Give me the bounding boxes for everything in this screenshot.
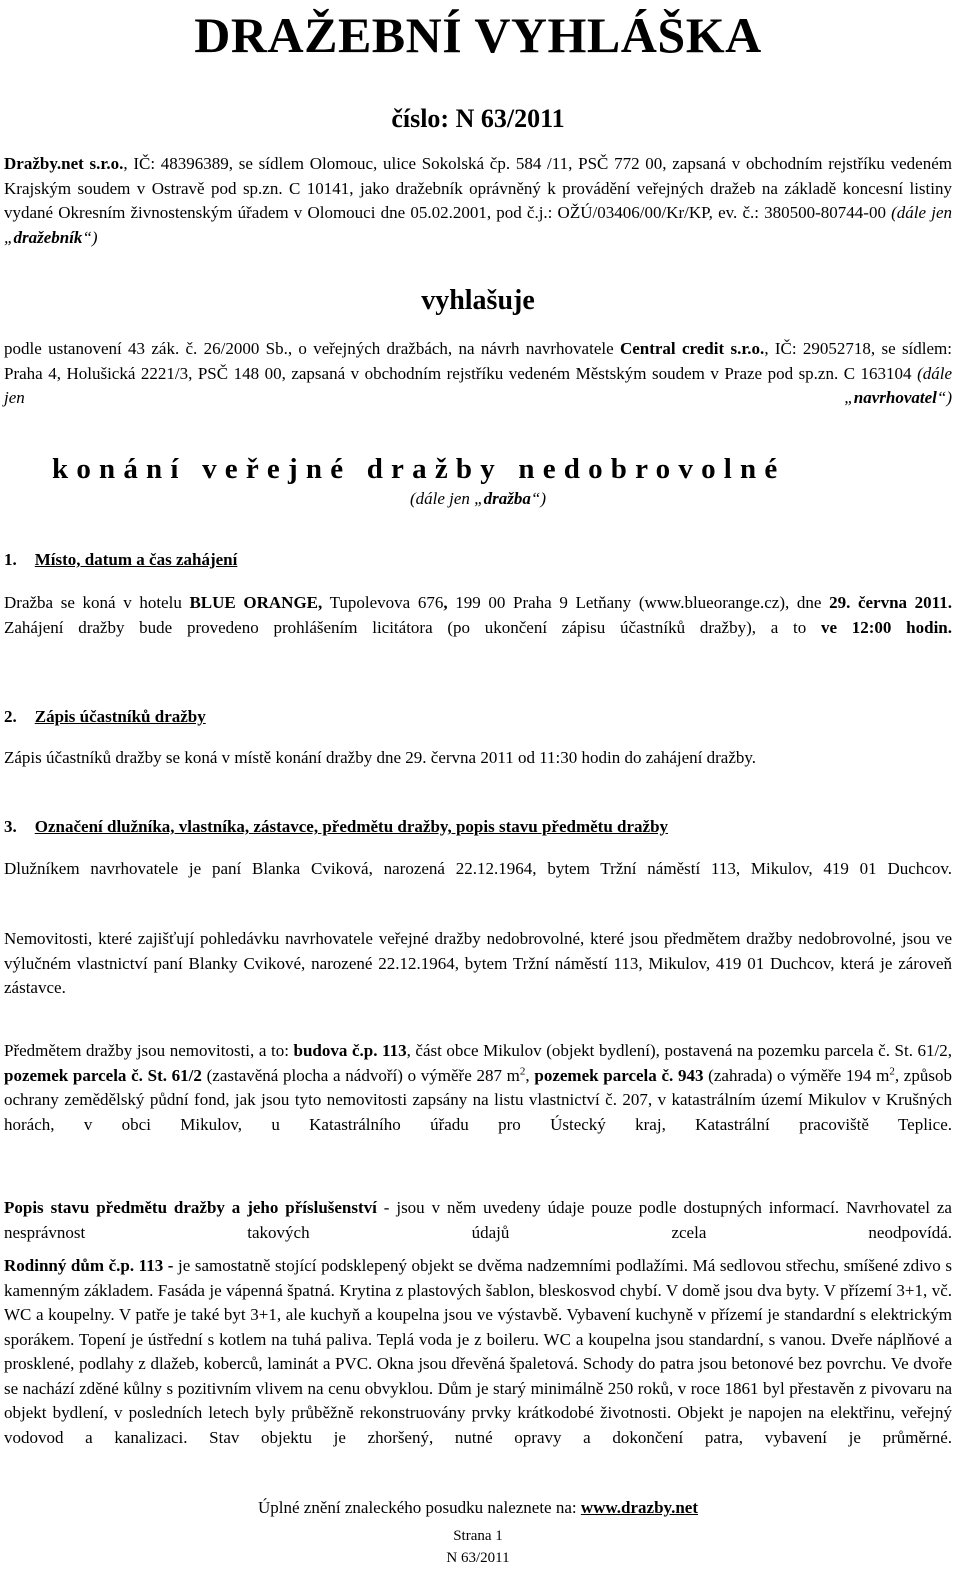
house-heading: Rodinný dům č.p. 113 - — [4, 1256, 174, 1275]
alias-close: “) — [82, 227, 98, 247]
condition-heading: Popis stavu předmětu dražby a jeho příslušenství — [4, 1198, 377, 1217]
section-3-heading — [4, 815, 668, 839]
text-run: , — [525, 1065, 535, 1085]
section-2-text: Zápis účastníků dražby se koná v místě konání dražby dne 29. června 2011 od 11:30 hodin do zahájení dražby. — [4, 748, 757, 767]
section-title: Místo, datum a čas zahájení — [34, 550, 238, 569]
footer-document-number: N 63/2011 — [446, 1550, 510, 1566]
section-title: Označení dlužníka, vlastníka, zástavce, předmětu dražby, popis stavu předmětu dražby — [34, 817, 669, 836]
superscript: 2 — [519, 1064, 526, 1077]
parcel-2-number: 943 — [677, 1065, 704, 1085]
auction-date: 29. června 2011. — [829, 593, 952, 612]
document-number: číslo: N 63/2011 — [391, 104, 565, 133]
text-run: 199 00 Praha 9 Letňany (www.blueorange.cz), dne — [447, 593, 830, 612]
auctioneer-name: Dražby.net s.r.o. — [4, 154, 124, 173]
owner-paragraph: Nemovitosti, které zajišťují pohledávku navrhovatele veřejné dražby nedobrovolné, které jsou předmětem dražby nedobrovolné, jsou ve výlučném vlastnictví paní Blanky Cvikové, narozené 22.12.1964, bytem Tržní náměstí 113, Mikulov, 419 01 Duchcov, která je zároveň zástavce. — [4, 929, 952, 997]
drazby-link[interactable]: www.drazby.net — [580, 1498, 698, 1517]
text-run: , způsob ochrany zemědělský půdní fond, jak jsou tyto nemovitosti zapsány na listu vlastnictví č. 207, v katastrálním území Mikulov v Krušných horách, v obci Mikulov, u Katastrálního úřadu pro Ústecký kraj, Katastrální pracoviště Teplice. — [4, 1065, 952, 1134]
subject-paragraph — [4, 1039, 952, 1162]
alias-open: (dále jen „ — [4, 363, 952, 407]
section-number: 1. — [4, 550, 17, 569]
announces-heading: vyhlašuje — [421, 285, 535, 316]
section-1-heading — [4, 548, 237, 572]
proposer-text-2: , IČ: 29052718, se sídlem: Praha 4, Holušická 2221/3, PSČ 148 00, zapsaná v obchodním rejstříku vedeném Městským soudem v Praze pod sp.zn. C 163104 — [4, 339, 952, 383]
text-run: Předmětem dražby jsou nemovitosti, a to: — [4, 1041, 294, 1060]
auction-time: ve 12:00 hodin. — [820, 617, 952, 637]
text-run: je samostatně stojící podsklepený objekt se dvěma nadzemními podlažími. Má sedlovou střechu, smíšené zdivo s kamenným základem. Fasáda je vápenná špatná. Krytina z plastových šablon, bleskosvod chybí. V domě jsou dva byty. V přízemí 3+1, vč. WC a koupelny. V patře je také byt 3+1, ale kuchyň a koupelna jsou ve výstavbě. Vybavení kuchyně v přízemí je standardní s elektrickým sporákem. Topení je ústřední s kotlem na tuhá paliva. Teplá voda je z boileru. WC a koupelna jsou standardní, s vanou. Dveře náplňové a prosklené, podlahy z dlažeb, koberců, laminát a PVC. Okna jsou dřevěná špaletová. Schody do patra jsou betonové bez povrchu. Ve dvoře se nachází zděné kůlny s pozitivním vlivem na cenu obvyklou. Dům je starý minimálně 250 roků, v roce 1861 byl přestavěn z pivovaru na objekt bydlení, v posledních letech byly průběžně rekonstruovány prvky krátkodobé životnosti. Objekt je napojen na elektřinu, veřejný vodovod a kanalizaci. Stav objektu je zhoršený, nutné opravy a dokončení patra, vybavení je průměrné. — [4, 1256, 952, 1447]
text-run: , část obce Mikulov (objekt bydlení), postavená na pozemku parcela č. St. 61/2, — [406, 1041, 952, 1060]
document-title: DRAŽEBNÍ VYHLÁŠKA — [194, 7, 762, 63]
house-description-paragraph — [4, 1254, 952, 1475]
alias-open: (dále jen „ — [4, 203, 953, 247]
parcel-1: pozemek parcela č. St. 61/2 — [4, 1065, 202, 1085]
section-number: 3. — [4, 817, 17, 836]
expert-report-line — [4, 1496, 952, 1520]
alias-close: “) — [530, 489, 546, 508]
debtor-paragraph: Dlužníkem navrhovatele je paní Blanka Cviková, narozená 22.12.1964, bytem Tržní náměstí 113, Mikulov, 419 01 Duchcov. — [4, 859, 952, 878]
superscript: 2 — [889, 1064, 895, 1077]
proposer-paragraph — [4, 337, 952, 435]
proposer-text-1: podle ustanovení 43 zák. č. 26/2000 Sb., o veřejných dražbách, na návrh navrhovatele — [4, 339, 620, 358]
section-1-text — [4, 591, 952, 665]
section-number: 2. — [4, 707, 17, 726]
proposer-name: Central credit s.r.o. — [619, 339, 765, 358]
text-run: , — [443, 593, 448, 612]
auction-type-heading: konání veřejné dražby nedobrovolné — [52, 453, 786, 485]
text-run: (zastavěná plocha a nádvoří) o výměře 287 m — [201, 1065, 520, 1085]
alias-open: (dále jen „ — [409, 489, 484, 508]
intro-paragraph — [4, 152, 952, 275]
text-run: - jsou v něm uvedeny údaje pouze podle dostupných informací. Navrhovatel za nesprávnost takových údajů zcela neodpovídá. — [4, 1198, 952, 1242]
auction-alias — [4, 487, 952, 511]
page-number: Strana 1 — [453, 1528, 503, 1544]
auctioneer-details: , IČ: 48396389, se sídlem Olomouc, ulice Sokolská čp. 584 /11, PSČ 772 00, zapsaná v obchodním rejstříku vedeném Krajským soudem v Ostravě pod sp.zn. C 10141, jako dražebník oprávněný k provádění veřejných dražeb na základě koncesní listiny vydané Okresním živnostenským úřadem v Olomouci dne 05.02.2001, pod č.j.: OŽÚ/03406/00/Kr/KP, ev. č.: 380500-80744-00 — [4, 154, 952, 222]
text-run: Dražba se koná v hotelu — [4, 593, 190, 612]
text-run: Úplné znění znaleckého posudku naleznete na: — [258, 1498, 581, 1517]
parcel-2-label: pozemek parcela č. — [534, 1065, 674, 1085]
alias-proposer: navrhovatel — [853, 388, 937, 407]
building-id: budova č.p. 113 — [293, 1041, 407, 1060]
alias-auction: dražba — [483, 489, 531, 508]
hotel-name: BLUE ORANGE, — [189, 593, 323, 612]
section-2-heading — [4, 705, 206, 729]
alias-auctioneer: dražebník — [13, 227, 83, 247]
section-title: Zápis účastníků dražby — [34, 707, 206, 726]
text-run: Zahájení dražby bude provedeno prohlášením licitátora (po ukončení zápisu účastníků dražby), a to — [4, 617, 821, 637]
alias-close: “) — [936, 388, 952, 407]
text-run: (zahrada) o výměře 194 m — [703, 1065, 890, 1085]
text-run: Tupolevova 676 — [322, 593, 444, 612]
